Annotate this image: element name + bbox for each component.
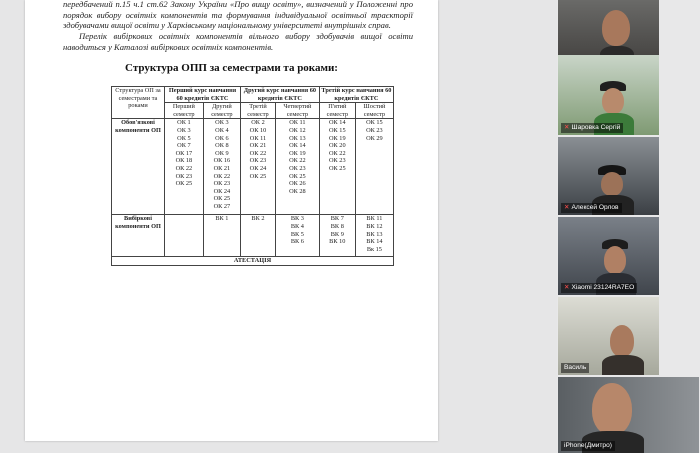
participants-panel: [557, 0, 700, 453]
table-row: [112, 87, 394, 103]
semester-header: Третій семестр: [241, 103, 276, 119]
table-cell: ОК 15 ОК 23 ОК 29: [355, 119, 393, 215]
participant-video: [602, 10, 630, 46]
document-paragraph-1: передбачений п.15 ч.1 ст.62 Закону України «Про вищу освіту», визначений у Положенні про порядок вибору освітніх компонентів та формування індивідуальної освітньої траєкторії здобувачами вищої освіти у Харківському національному університеті внутрішніх справ.: [63, 0, 413, 30]
mandatory-label: Обов'язкові компоненти ОП: [112, 119, 165, 215]
muted-mic-icon: ✕: [564, 204, 570, 211]
year-3-header: Третій курс навчання 60 кредитів ЄКТС: [319, 87, 393, 103]
participant-name-label: [561, 441, 615, 451]
semester-header: Четвертий семестр: [275, 103, 319, 119]
table-row: [112, 119, 394, 215]
participant-tile[interactable]: [558, 55, 659, 135]
table-cell: ОК 14 ОК 15 ОК 19 ОК 20 ОК 22 ОК 23 ОК 25: [319, 119, 355, 215]
table-cell: ОК 3 ОК 4 ОК 6 ОК 8 ОК 9 ОК 16 ОК 21 ОК 22 ОК 23 ОК 24 ОК 25 ОК 27: [203, 119, 240, 215]
participant-video: [610, 325, 634, 357]
participant-video: [601, 172, 623, 196]
semester-header: Шостий семестр: [355, 103, 393, 119]
participant-name-label: [561, 363, 589, 373]
document-page: [25, 0, 438, 441]
table-cell: ВК 1: [203, 215, 240, 257]
muted-mic-icon: ✕: [564, 284, 570, 291]
table-cell: ОК 1 ОК 3 ОК 5 ОК 7 ОК 17 ОК 18 ОК 22 ОК 23 ОК 25: [165, 119, 204, 215]
table-cell: ВК 7 ВК 8 ВК 9 ВК 10: [319, 215, 355, 257]
participant-tile[interactable]: [558, 217, 659, 295]
semester-header: Перший семестр: [165, 103, 204, 119]
participant-name-label: [561, 283, 637, 293]
document-paragraph-2: Перелік вибіркових освітніх компонентів вільного вибору здобувачів вищої освіти наводиться у Каталозі вибіркових освітніх компонентів.: [63, 31, 413, 52]
year-2-header: Другий курс навчання 60 кредитів ЄКТС: [241, 87, 320, 103]
participant-tile[interactable]: [558, 297, 659, 375]
participant-name: Алексей Орлов: [571, 204, 619, 211]
semester-header: Другий семестр: [203, 103, 240, 119]
semester-header: П'ятий семестр: [319, 103, 355, 119]
participant-name: Шаровка Сергій: [571, 124, 621, 131]
table-cell: ВК 11 ВК 12 ВК 13 ВК 14 Вк 15: [355, 215, 393, 257]
participant-name: iPhone(Дмитро): [564, 442, 612, 449]
table-cell: [165, 215, 204, 257]
elective-label: Вибіркові компоненти ОП: [112, 215, 165, 257]
table-corner-cell: Структура ОП за семестрами та роками: [112, 87, 165, 119]
participant-video: [604, 246, 626, 274]
participant-video: [602, 88, 624, 114]
year-1-header: Перший курс навчання 60 кредитів ЄКТС: [165, 87, 241, 103]
table-row: [112, 257, 394, 266]
table-row: [112, 215, 394, 257]
participant-name-label: [561, 123, 623, 133]
opp-structure-table: [111, 86, 394, 266]
document-title: Структура ОПП за семестрами та роками:: [125, 62, 338, 74]
participant-tile[interactable]: [558, 137, 659, 215]
table-cell: ОК 11 ОК 12 ОК 13 ОК 14 ОК 19 ОК 22 ОК 23 ОК 25 ОК 26 ОК 28: [275, 119, 319, 215]
table-cell: ОК 2 ОК 10 ОК 11 ОК 21 ОК 22 ОК 23 ОК 24 ОК 25: [241, 119, 276, 215]
participant-name: Василь: [564, 364, 587, 371]
muted-mic-icon: ✕: [564, 124, 570, 131]
participant-name: Xiaomi 23124RA7EO: [571, 284, 635, 291]
table-cell: ВК 3 ВК 4 ВК 5 ВК 6: [275, 215, 319, 257]
participant-name-label: [561, 203, 622, 213]
attestation-cell: АТЕСТАЦІЯ: [112, 257, 394, 266]
participant-video-shirt: [602, 355, 644, 375]
participant-tile[interactable]: [558, 377, 699, 453]
participant-video: [592, 383, 632, 435]
table-cell: ВК 2: [241, 215, 276, 257]
